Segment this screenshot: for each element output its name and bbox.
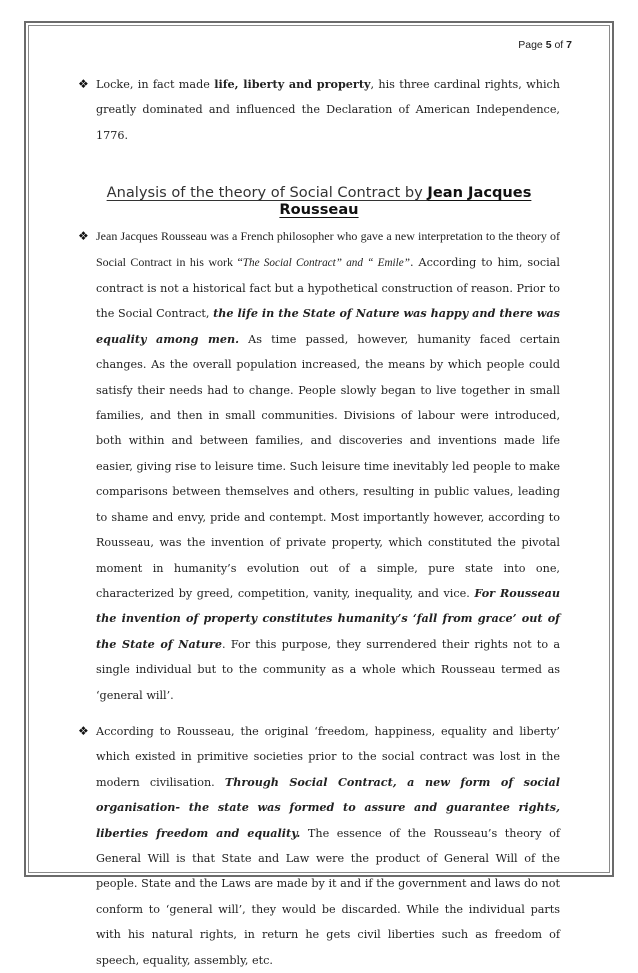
- document-body: [78, 72, 560, 973]
- paragraph-general-will: [78, 719, 560, 973]
- bold-italic-run: For Rousseau the invention of property constitutes humanity’s ‘fall from grace’ out of the State of Nature: [96, 585, 560, 651]
- page-label: Page: [518, 39, 543, 51]
- text-run: Jean Jacques Rousseau was a French philosopher who gave a new interpretation to the theory of Social Contract in his work “: [96, 229, 560, 269]
- text-run: The essence of the Rousseau’s theory of General Will is that State and Law were the product of General Will of the people. State and the Laws are made by it and if the government and laws do not conform to ‘general will’, they would be discarded. While the individual parts with his natural rights, in return he gets civil liberties such as freedom of speech, equality, assembly, etc.: [96, 826, 560, 967]
- diamond-bullet-icon: ❖: [78, 77, 89, 91]
- diamond-bullet-icon: ❖: [78, 723, 89, 738]
- page-number: [518, 39, 572, 51]
- text-run: . For this purpose, they surrendered their rights not to a single individual but to the community as a whole which Rousseau termed as ‘general will’.: [96, 637, 560, 702]
- page-current: 5: [545, 39, 552, 51]
- bold-italic-run: the life in the State of Nature was happy and there was equality among men.: [96, 306, 560, 346]
- italic-run: The Social Contract” and “ Emile”: [242, 256, 410, 269]
- section-heading: [78, 184, 560, 218]
- paragraph-locke: [78, 72, 560, 148]
- page-total: 7: [566, 39, 572, 51]
- text-run: According to Rousseau, the original ‘freedom, happiness, equality and liberty’ which existed in primitive societies prior to the social contract was lost in the modern civilisation.: [96, 724, 560, 789]
- text-run: , his three cardinal rights, which greatly dominated and influenced the Declaration of American Independence, 1776.: [96, 78, 560, 142]
- heading-text: Analysis of the theory of Social Contract by: [106, 184, 428, 202]
- diamond-bullet-icon: ❖: [78, 229, 89, 244]
- text-run: . According to him, social contract is not a historical fact but a hypothetical construction of reason. Prior to the Social Contract,: [96, 255, 560, 321]
- heading-name: Jean Jacques Rousseau: [279, 184, 532, 219]
- text-run: As time passed, however, humanity faced certain changes. As the overall population increased, the means by which people could satisfy their needs had to change. People slowly began to live together in small families, and then in small communities. Divisions of labour were introduced, both within and between families, and discoveries and inventions made life easier, giving rise to leisure time. Such leisure time inevitably led people to make comparisons between themselves and others, resulting in public values, leading to shame and envy, pride and contempt. Most importantly however, according to Rousseau, was the invention of private property, which constituted the pivotal moment in humanity’s evolution out of a simple, pure state into one, characterized by greed, competition, vanity, inequality, and vice.: [96, 332, 560, 600]
- bold-run: life, liberty and property: [214, 77, 371, 91]
- page-of: of: [554, 39, 564, 51]
- bold-italic-run: Through Social Contract, a new form of social organisation- the state was formed to assure and guarantee rights, liberties freedom and equality.: [96, 774, 560, 840]
- text-run: Locke, in fact made: [96, 78, 215, 91]
- paragraph-rousseau-intro: [78, 224, 560, 708]
